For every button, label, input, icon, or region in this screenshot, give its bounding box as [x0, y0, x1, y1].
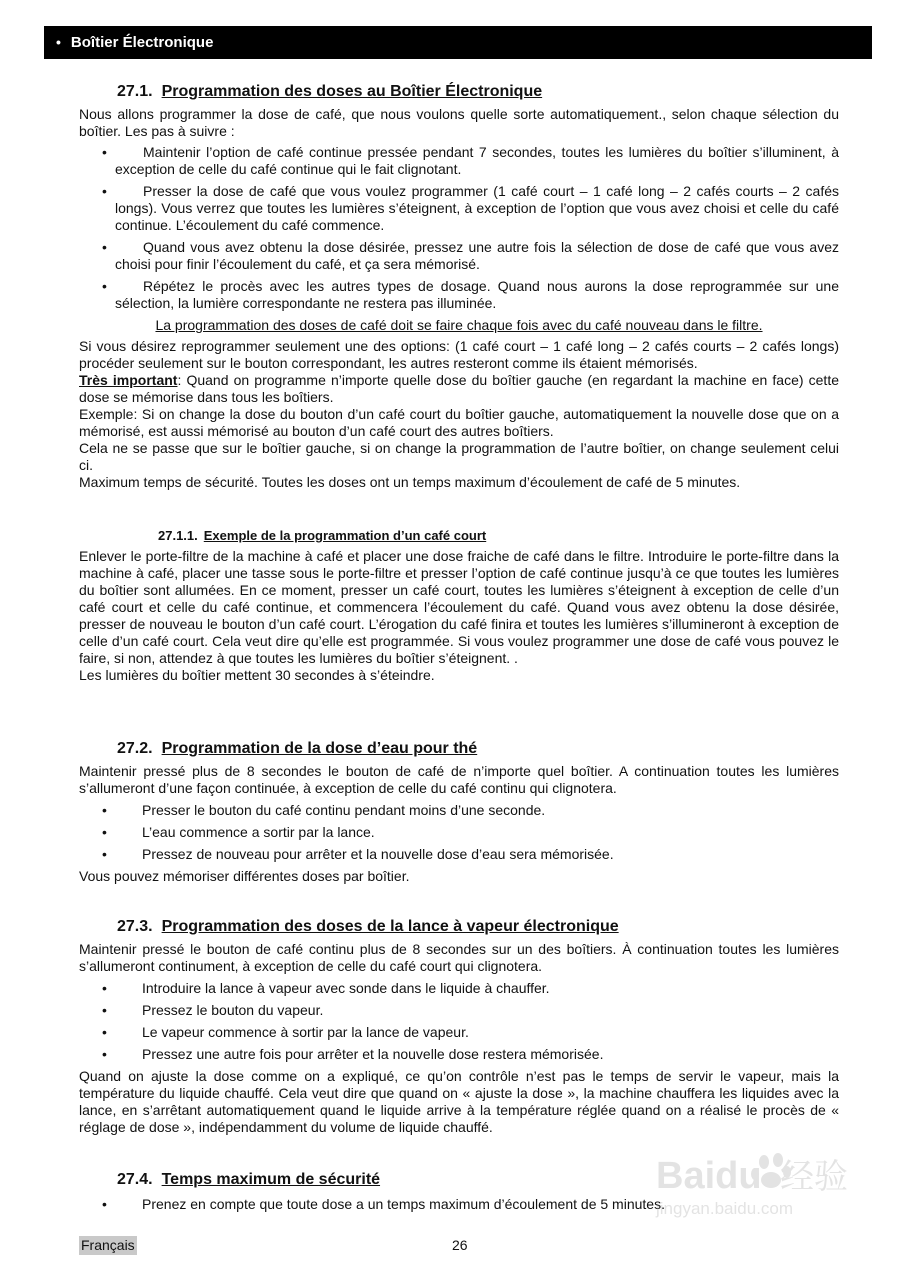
important-label: Très important	[79, 372, 178, 388]
bullet: •	[102, 1196, 107, 1212]
heading-number: 27.1.	[117, 83, 153, 100]
watermark-brand: Baidu	[656, 1155, 762, 1197]
bullet: •	[102, 183, 107, 199]
list-item	[79, 239, 839, 273]
list-item-text: L’eau commence a sortir par la lance.	[142, 824, 375, 840]
paragraph: Maximum temps de sécurité. Toutes les doses ont un temps maximum d’écoulement de café de 5 minutes.	[79, 474, 741, 490]
footer-language: Français	[81, 1237, 135, 1253]
watermark-cn: 经验	[780, 1157, 848, 1197]
paragraph: Si vous désirez reprogrammer seulement une des options: (1 café court – 1 café long – 2 cafés courts – 2 cafés longs) procéder seulement sur le bouton correspondant, les autres resteront comme ils étaient mémorisés.	[79, 338, 839, 371]
list-item-text: Pressez une autre fois pour arrêter et la nouvelle dose restera mémorisée.	[142, 1046, 604, 1062]
baidu-watermark	[650, 1140, 890, 1220]
underlined-note: La programmation des doses de café doit se faire chaque fois avec du café nouveau dans le filtre.	[155, 317, 763, 333]
list-item	[79, 1024, 839, 1041]
paragraph: Exemple: Si on change la dose du bouton d’un café court du boîtier gauche, automatiquement la nouvelle dose que on a mémorisé, est aussi mémorisé au bouton d’un café court des autres boîtiers.	[79, 406, 839, 439]
heading-27-3	[117, 917, 839, 937]
list-item-text: Presser le bouton du café continu pendant moins d’une seconde.	[142, 802, 546, 818]
heading-number: 27.2.	[117, 740, 153, 757]
bullet: •	[102, 278, 107, 294]
list-item	[79, 802, 839, 819]
paragraph: Enlever le porte-filtre de la machine à café et placer une dose fraiche de café dans le filtre. Introduire le porte-filtre dans la machine à café, placer une tasse sous le porte-filtre et presser l’option de café continue jusqu’à ce que toutes les lumières du boîtier sont allumées. En ce moment, presser un café court, toutes les lumières s’éteignent à exception de celle d’un café court et celle du café continue, et commencera l’écoulement du café. Quand vous avez obtenu la dose désirée, presser de nouveau le bouton d’un café court. L’érogation du café finira et toutes les lumières s’illumineront à exception de celle d’un café court. Cela veut dire qu’elle est programmée. Si vous voulez programmer une dose de café vous pouvez le faire, si non, attendez à que toutes les lumières du boîtier s’éteignent. .	[79, 548, 839, 666]
section-27-3	[79, 917, 839, 1136]
list-item-text: Prenez en compte que toute dose a un temps maximum d’écoulement de 5 minutes.	[142, 1196, 665, 1212]
section-27-2	[79, 739, 839, 885]
heading-title: Programmation des doses au Boîtier Électronique	[161, 83, 543, 100]
list-item	[79, 183, 839, 234]
list-item-text: Répétez le procès avec les autres types de dosage. Quand nous aurons la dose reprogrammée sur une sélection, la lumière correspondante ne restera pas illuminée.	[115, 278, 839, 311]
heading-title: Programmation de la dose d’eau pour thé	[161, 740, 478, 757]
bullet: •	[102, 1024, 107, 1040]
bullet: •	[102, 1046, 107, 1062]
header-title: Boîtier Électronique	[70, 34, 214, 51]
list-item-text: Quand vous avez obtenu la dose désirée, pressez une autre fois la sélection de dose de café que vous avez choisi pour finir l’écoulement du café, et ça sera mémorisé.	[115, 239, 839, 272]
bullet: •	[102, 802, 107, 818]
list-item-text: Pressez le bouton du vapeur.	[142, 1002, 324, 1018]
paragraph: Les lumières du boîtier mettent 30 secondes à s’éteindre.	[79, 667, 435, 683]
bullet-list	[79, 980, 839, 1063]
important-paragraph	[79, 372, 839, 406]
header-bullet: •	[56, 34, 61, 50]
list-item-text: Le vapeur commence à sortir par la lance de vapeur.	[142, 1024, 469, 1040]
heading-number: 27.1.1.	[158, 528, 198, 543]
important-text: : Quand on programme n’importe quelle dose du boîtier gauche (en regardant la machine en face) cette dose se mémorise dans tous les boîtiers.	[79, 372, 839, 405]
heading-27-1	[117, 82, 839, 102]
watermark-url: jingyan.baidu.com	[656, 1199, 794, 1218]
paragraph: Quand on ajuste la dose comme on a expliqué, ce qu’on contrôle n’est pas le temps de servir le vapeur, mais la température du liquide chauffé. Cela veut dire que quand on « ajuste la dose », la machine chauffera les liquides avec la lance, en s’arrêtant automatiquement quand le liquide arrive à la température réglée quand on a réalisé le procès de « réglage de dose », indépendamment du volume de liquide chauffé.	[79, 1068, 839, 1135]
section-header-bar	[44, 26, 872, 59]
heading-27-1-1	[158, 528, 839, 544]
heading-title: Exemple de la programmation d’un café court	[203, 528, 487, 543]
heading-number: 27.3.	[117, 918, 153, 935]
list-item	[79, 1002, 839, 1019]
heading-number: 27.4.	[117, 1171, 153, 1188]
list-item	[79, 824, 839, 841]
section-27-1	[79, 82, 839, 491]
section-27-1-1	[79, 528, 839, 684]
bullet: •	[102, 1002, 107, 1018]
paragraph: Nous allons programmer la dose de café, que nous voulons quelle sorte automatiquement., selon chaque sélection du boîtier. Les pas à suivre :	[79, 106, 839, 139]
paragraph: Maintenir pressé plus de 8 secondes le bouton de café de n’importe quel boîtier. A continuation toutes les lumières s’allumeront d’une façon continuée, à exception de celle du café continu qui clignotera.	[79, 763, 839, 796]
list-item	[79, 980, 839, 997]
heading-title: Temps maximum de sécurité	[161, 1171, 381, 1188]
bullet: •	[102, 980, 107, 996]
list-item	[79, 846, 839, 863]
bullet: •	[102, 824, 107, 840]
bullet-list	[79, 802, 839, 863]
bullet: •	[102, 144, 107, 160]
bullet: •	[102, 239, 107, 255]
list-item-text: Pressez de nouveau pour arrêter et la nouvelle dose d’eau sera mémorisée.	[142, 846, 614, 862]
paragraph: Cela ne se passe que sur le boîtier gauche, si on change la programmation de l’autre boîtier, on change seulement celui ci.	[79, 440, 839, 473]
list-item	[79, 1046, 839, 1063]
list-item-text: Presser la dose de café que vous voulez programmer (1 café court – 1 café long – 2 cafés courts – 2 cafés longs). Vous verrez que toutes les lumières s’éteignent, à exception de l’option que vous avez choisi et celle du café continue. L’écoulement du café commence.	[115, 183, 839, 233]
list-item-text: Introduire la lance à vapeur avec sonde dans le liquide à chauffer.	[142, 980, 550, 996]
list-item	[79, 144, 839, 178]
paragraph: Maintenir pressé le bouton de café continu plus de 8 secondes sur un des boîtiers. À continuation toutes les lumières s’allumeront continument, à exception de celle du café court qui clignotera.	[79, 941, 839, 974]
list-item	[79, 278, 839, 312]
list-item-text: Maintenir l’option de café continue pressée pendant 7 secondes, toutes les lumières du boîtier s’illuminent, à exception de celle du café continue qui le fait clignotant.	[115, 144, 839, 177]
bullet: •	[102, 846, 107, 862]
bullet-list	[79, 144, 839, 312]
heading-27-2	[117, 739, 839, 759]
heading-title: Programmation des doses de la lance à vapeur électronique	[161, 918, 619, 935]
page-number: 26	[452, 1237, 468, 1253]
paragraph: Vous pouvez mémoriser différentes doses par boîtier.	[79, 868, 410, 884]
